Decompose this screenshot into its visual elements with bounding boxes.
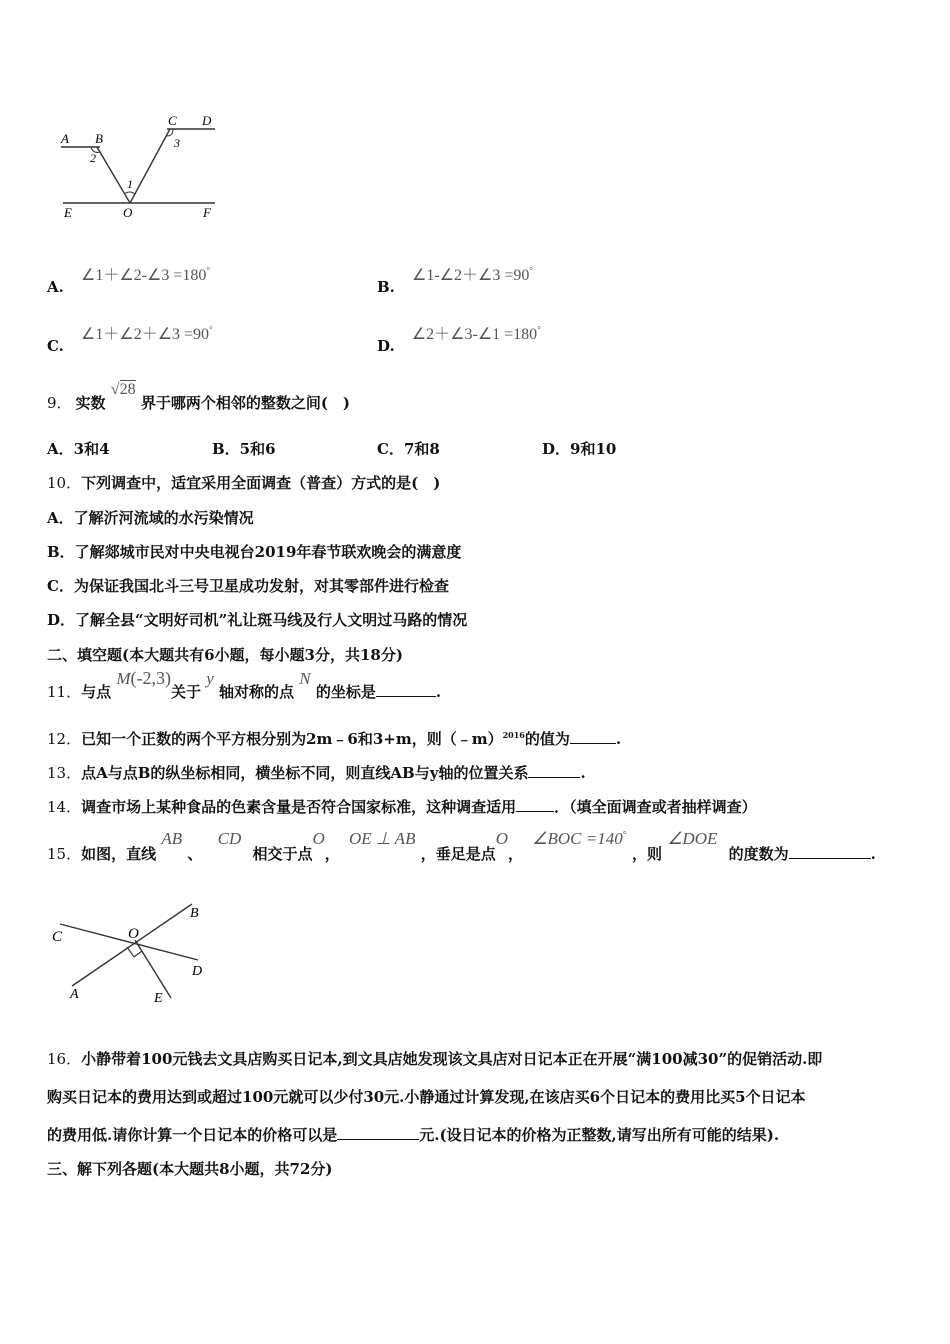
label-e: E: [154, 991, 163, 1006]
intersecting-lines-figure-2: [48, 898, 218, 1008]
q11-coords: (-2,3): [130, 668, 171, 688]
q16-answer-blank[interactable]: [337, 1125, 419, 1140]
label-c: C: [168, 113, 177, 128]
q14-answer-blank[interactable]: [516, 797, 554, 812]
q8-option-a-deg: °: [206, 265, 210, 276]
q15-t1: 如图，直线: [81, 845, 157, 863]
q11-answer-blank[interactable]: [376, 682, 436, 697]
q16-number: 16．: [47, 1050, 82, 1068]
q12-exponent: 2016: [502, 730, 525, 740]
label-angle-2: 2: [90, 151, 96, 165]
q9-pre: 实数: [75, 394, 106, 412]
q13-text: 点A与点B的纵坐标相同，横坐标不同，则直线AB与y轴的位置关系: [81, 764, 529, 782]
segment-bo: [97, 147, 130, 203]
q9-sqrt: √28: [110, 381, 136, 398]
q15-t8: 的度数为: [728, 845, 789, 863]
q12-answer-blank[interactable]: [570, 729, 616, 744]
question-11: [47, 668, 442, 701]
question-16-line-3: [47, 1124, 779, 1145]
q11-t5: .: [435, 683, 442, 701]
q8-option-a: [47, 262, 210, 296]
q9-option-a: A．3和4: [47, 440, 110, 458]
q15-t3: 相交于点: [252, 845, 313, 863]
q9-option-c: C．7和8: [377, 440, 440, 458]
question-16-line-2: 购买日记本的费用达到或超过100元就可以少付30元.小静通过计算发现,在该店买6个日记本的费用比买5个日记本: [47, 1088, 806, 1106]
q13-number: 13．: [47, 764, 82, 782]
q12-tail: 的值为: [524, 730, 570, 748]
label-a: A: [70, 987, 79, 1002]
q8-option-b-expr: ∠1-∠2＋∠3 =90: [412, 267, 530, 284]
q15-boc: ∠BOC =140: [532, 829, 623, 848]
q10-stem: 下列调查中，适宜采用全面调查（普查）方式的是( ): [81, 474, 441, 492]
question-14: [47, 796, 757, 817]
q14-number: 14．: [47, 798, 82, 816]
q16-line1: 小静带着100元钱去文具店购买日记本,到文具店她发现该文具店对日记本正在开展“满100减30”的促销活动.即: [81, 1050, 823, 1068]
q8-option-c-expr: ∠1＋∠2＋∠3 =90: [81, 326, 210, 343]
q8-option-b-deg: °: [529, 265, 533, 276]
q15-t7: ，则: [631, 845, 662, 863]
q8-option-c: [47, 321, 213, 355]
q10-number: 10．: [47, 474, 82, 492]
q9-radicand: 28: [119, 381, 136, 398]
q9-number: 9．: [47, 394, 72, 412]
q16-line3a: 的费用低.请你计算一个日记本的价格可以是: [47, 1126, 338, 1144]
q8-option-a-label: A.: [47, 278, 64, 296]
q8-option-d-deg: °: [537, 324, 541, 335]
q13-answer-blank[interactable]: [528, 763, 580, 778]
q9-option-b: B．5和6: [212, 440, 276, 458]
label-c: C: [52, 929, 63, 945]
q8-option-d-label: D.: [377, 337, 395, 355]
q15-number: 15．: [47, 845, 82, 863]
q10-option-a: A．了解沂河流域的水污染情况: [47, 509, 254, 527]
q11-point-n: N: [299, 669, 311, 688]
q8-option-c-deg: °: [209, 324, 213, 335]
q15-doe: ∠DOE: [667, 829, 718, 848]
question-16-line-1: [47, 1048, 822, 1069]
q15-o: O: [312, 829, 325, 848]
q15-o2: O: [495, 829, 508, 848]
q10-option-b: B．了解郯城市民对中央电视台2019年春节联欢晚会的满意度: [47, 543, 462, 561]
question-13: [47, 762, 586, 783]
section-2-heading: 二、填空题(本大题共有6小题，每小题3分，共18分): [47, 646, 403, 664]
q11-number: 11．: [47, 683, 82, 701]
line-ab: [72, 904, 192, 986]
q9-option-d: D．9和10: [542, 440, 617, 458]
q15-perp: OE ⊥ AB: [349, 829, 416, 848]
q15-end: .: [870, 845, 876, 863]
q15-t6: ，: [507, 845, 523, 863]
q15-deg: °: [622, 830, 627, 841]
q11-t4: 的坐标是: [315, 683, 376, 701]
q15-ab: AB: [161, 829, 183, 848]
q10-option-c: C．为保证我国北斗三号卫星成功发射，对其零部件进行检查: [47, 577, 449, 595]
q15-answer-blank[interactable]: [789, 844, 871, 859]
q12-text: 已知一个正数的两个平方根分别为2m﹣6和3+m，则（﹣m）: [81, 730, 503, 748]
label-d: D: [192, 964, 203, 979]
question-9: [47, 378, 351, 412]
label-e: E: [64, 205, 72, 220]
q11-t1: 与点: [81, 683, 112, 701]
q9-post: 界于哪两个相邻的整数之间( ): [140, 394, 351, 412]
q8-option-c-label: C.: [47, 337, 64, 355]
q15-t5: ，垂足是点: [420, 845, 496, 863]
label-b: B: [95, 131, 103, 146]
q11-point-m: M: [116, 669, 131, 688]
q15-t4: ，: [324, 845, 340, 863]
label-d: D: [202, 113, 212, 128]
q15-cd: CD: [217, 829, 242, 848]
q10-option-d: D．了解全县“文明好司机”礼让斑马线及行人文明过马路的情况: [47, 611, 468, 629]
q8-option-d: [377, 321, 541, 355]
q16-line3b: 元.(设日记本的价格为正整数,请写出所有可能的结果).: [419, 1126, 780, 1144]
label-o: O: [123, 205, 133, 220]
q8-option-d-expr: ∠2＋∠3-∠1 =180: [411, 326, 538, 343]
q11-y: y: [206, 669, 214, 688]
section-3-heading: 三、解下列各题(本大题共8小题，共72分): [47, 1160, 333, 1178]
q8-option-b: [377, 262, 533, 296]
label-a: A: [61, 131, 69, 146]
q14-text: 调查市场上某种食品的色素含量是否符合国家标准，这种调查适用: [81, 798, 517, 816]
question-15: [47, 828, 876, 863]
segment-oc: [130, 129, 170, 203]
label-b: B: [190, 906, 199, 921]
q8-option-b-label: B.: [377, 278, 395, 296]
q12-number: 12．: [47, 730, 82, 748]
q8-option-a-expr: ∠1＋∠2-∠3 =180: [80, 267, 207, 284]
q11-t2: 关于: [171, 683, 202, 701]
label-f: F: [203, 205, 211, 220]
q11-t3: 轴对称的点: [219, 683, 295, 701]
label-angle-3: 3: [174, 136, 180, 150]
angle-figure-1: [55, 112, 225, 224]
label-o: O: [128, 926, 139, 942]
angle-1-arc: [124, 192, 135, 194]
q13-end: .: [580, 764, 586, 782]
question-12: [47, 728, 621, 749]
q12-end: .: [615, 730, 622, 748]
q14-end: ．（填全面调查或者抽样调查）: [554, 798, 757, 816]
q15-t2: 、: [187, 845, 203, 863]
question-10: [47, 472, 440, 493]
label-angle-1: 1: [127, 177, 133, 191]
